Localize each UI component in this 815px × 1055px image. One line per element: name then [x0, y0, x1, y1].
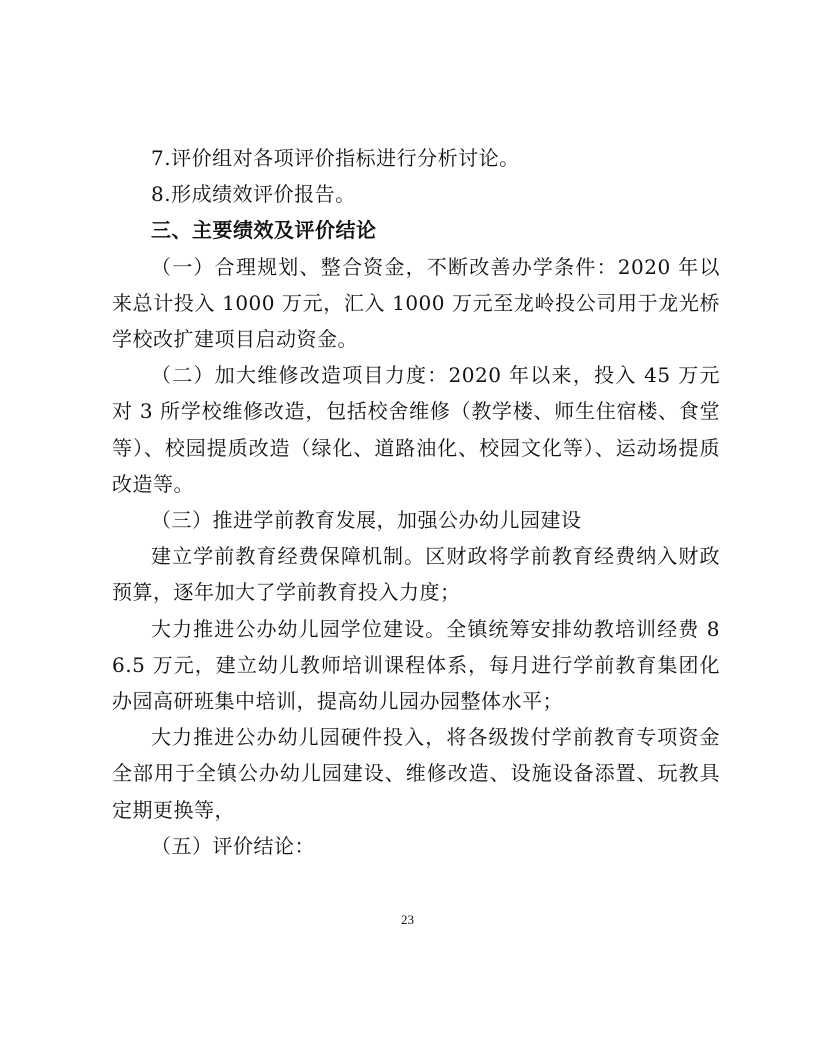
paragraph-step-7: 7.评价组对各项评价指标进行分析讨论。 — [151, 146, 520, 170]
paragraph-item-5: （五）评价结论： — [151, 833, 315, 858]
paragraph-preschool-funding: 建立学前教育经费保障机制。区财政将学前教育经费纳入财政预算，逐年加大了学前教育投入力度； — [112, 544, 720, 605]
paragraph-preschool-hardware: 大力推进公办幼儿园硬件投入，将各级拨付学前教育专项资金全部用于全镇公办幼儿园建设、维修改造、设施设备添置、玩教具定期更换等， — [112, 725, 720, 822]
paragraph-preschool-places: 大力推进公办幼儿园学位建设。全镇统筹安排幼教培训经费 86.5 万元，建立幼儿教师培训课程体系，每月进行学前教育集团化办园高研班集中培训，提高幼儿园办园整体水平； — [112, 616, 720, 714]
paragraph-item-1: （一）合理规划、整合资金，不断改善办学条件：2020 年以来总计投入 1000 万元，汇入 1000 万元至龙岭投公司用于龙光桥学校改扩建项目启动资金。 — [112, 254, 720, 352]
page-number: 23 — [401, 912, 414, 927]
paragraph-step-8: 8.形成绩效评价报告。 — [151, 182, 356, 207]
page-body — [112, 140, 720, 864]
section-heading: 三、主要绩效及评价结论 — [151, 218, 377, 243]
paragraph-item-2: （二）加大维修改造项目力度：2020 年以来，投入 45 万元对 3 所学校维修改造，包括校舍维修（教学楼、师生住宿楼、食堂等）、校园提质改造（绿化、道路油化、校园文化等）、运动场提质改造等。 — [112, 363, 720, 496]
paragraph-item-3: （三）推进学前教育发展，加强公办幼儿园建设 — [151, 508, 582, 533]
